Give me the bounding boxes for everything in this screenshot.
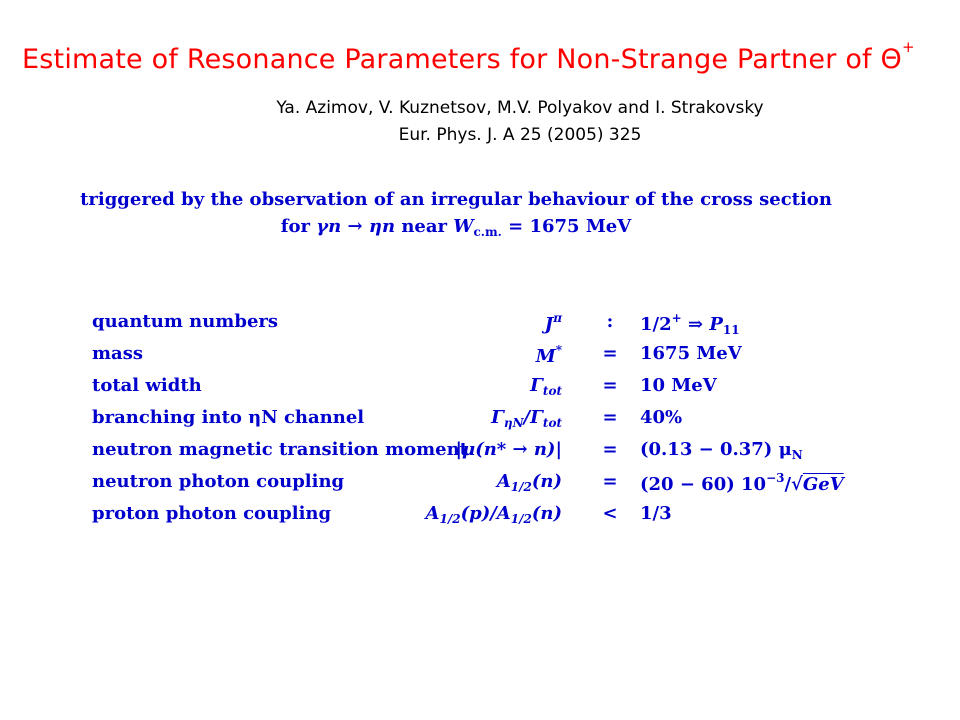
parameter-value: (0.13 − 0.37) $\mu_N$ (640, 439, 803, 462)
parameter-value: 1/2+ ⇒ $P_{11}$ (640, 311, 740, 337)
parameter-relation: = (602, 375, 618, 396)
parameter-symbol: M* (535, 343, 562, 367)
parameter-name: mass (92, 343, 143, 364)
parameter-row (92, 311, 892, 343)
title-superscript: + (901, 38, 915, 56)
parameter-name: branching into ηN channel (92, 407, 365, 428)
parameter-relation: = (602, 407, 618, 428)
parameter-symbol: $J^\pi$ (544, 311, 562, 335)
parameter-relation: = (602, 471, 618, 492)
parameter-row (92, 343, 892, 375)
parameter-symbol: $\Gamma_{\eta N}/\Gamma_{tot}$ (491, 407, 562, 430)
authors-line: Ya. Azimov, V. Kuznetsov, M.V. Polyakov and I. Strakovsky (276, 98, 764, 118)
parameter-value: 10 MeV (640, 375, 717, 396)
parameter-symbol: $A_{1/2}(n)$ (496, 471, 562, 494)
parameter-relation: = (602, 439, 618, 460)
slide-title: Estimate of Resonance Parameters for Non-Strange Partner of Θ+ (22, 38, 915, 75)
parameter-row (92, 503, 892, 535)
parameter-row (92, 471, 892, 503)
parameter-name: quantum numbers (92, 311, 279, 332)
parameter-relation: < (602, 503, 618, 524)
journal-reference: Eur. Phys. J. A 25 (2005) 325 (398, 125, 642, 145)
parameter-value: (20 − 60) $10^{-3}/√GeV$ (640, 471, 844, 495)
parameter-row (92, 439, 892, 471)
intro-line-1: triggered by the observation of an irregular behaviour of the cross section (80, 189, 832, 210)
parameter-symbol: $A_{1/2}(p)/A_{1/2}(n)$ (425, 503, 562, 526)
parameter-table (92, 311, 892, 535)
parameter-name: total width (92, 375, 202, 396)
parameter-relation: : (606, 311, 614, 332)
parameter-row (92, 375, 892, 407)
parameter-name: neutron photon coupling (92, 471, 345, 492)
parameter-row (92, 407, 892, 439)
parameter-name: proton photon coupling (92, 503, 332, 524)
intro-line-2: for γn → ηn near $W_{c.m.} = 1675$ MeV (280, 216, 632, 239)
parameter-symbol: $\Gamma_{tot}$ (530, 375, 562, 398)
parameter-symbol: |μ(n* → n)| (455, 439, 562, 460)
parameter-value: 1/3 (640, 503, 672, 524)
parameter-name: neutron magnetic transition moment (92, 439, 468, 460)
parameter-value: 40% (640, 407, 683, 428)
parameter-relation: = (602, 343, 618, 364)
parameter-value: 1675 MeV (640, 343, 742, 364)
